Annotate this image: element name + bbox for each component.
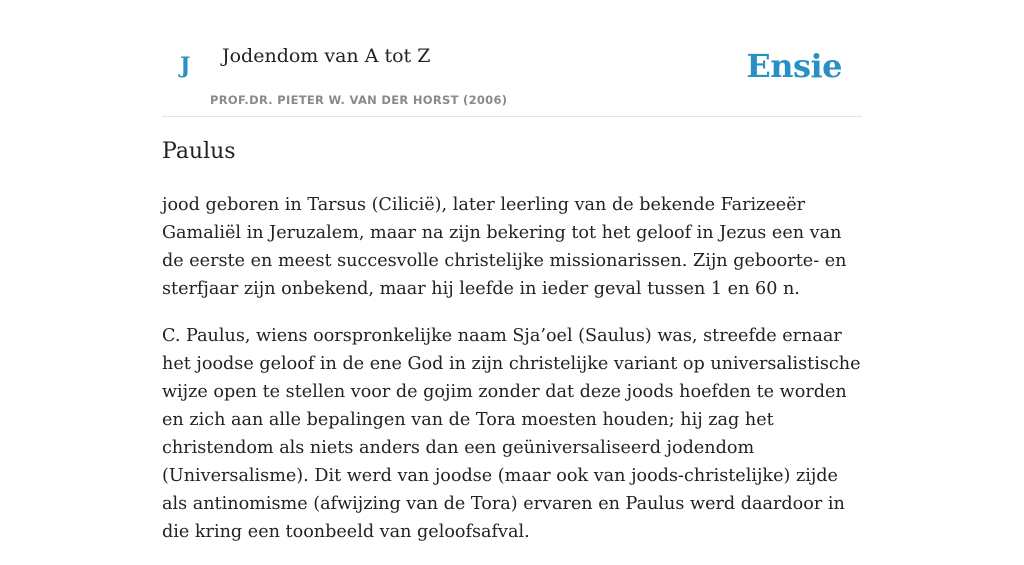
ensie-logo-link[interactable]: Ensie xyxy=(746,47,842,85)
article-paragraph: jood geboren in Tarsus (Cilicië), later leerling van de bekende Farizeeër Gamaliël in Jeruzalem, maar na zijn bekering tot het geloof in Jezus een van de eerste en meest succesvolle christelijke missionarissen. Zijn geboorte- en sterfjaar zijn onbekend, maar hij leefde in ieder geval tussen 1 en 60 n. xyxy=(162,195,847,299)
book-letter-icon: J xyxy=(180,53,191,79)
book-header xyxy=(162,0,862,117)
book-title-link[interactable]: Jodendom van A tot Z xyxy=(222,45,431,67)
article-body xyxy=(162,191,862,565)
article-paragraph: C. Paulus, wiens oorspronkelijke naam Sja’oel (Saulus) was, streefde ernaar het joodse geloof in de ene God in zijn christelijke variant op universalistische wijze open te stellen voor de gojim zonder dat deze joods hoefden te worden en zich aan alle bepalingen van de Tora moesten houden; hij zag het christendom als niets anders dan een geüniversaliseerd jodendom (Universalisme). Dit werd van joodse (maar ook van joods-christelijke) zijde als antinomisme (afwijzing van de Tora) ervaren en Paulus werd daardoor in die kring een toonbeeld van geloofsafval. xyxy=(162,326,861,542)
article-title: Paulus xyxy=(162,139,236,164)
book-author: PROF.DR. PIETER W. VAN DER HORST (2006) xyxy=(210,93,508,107)
